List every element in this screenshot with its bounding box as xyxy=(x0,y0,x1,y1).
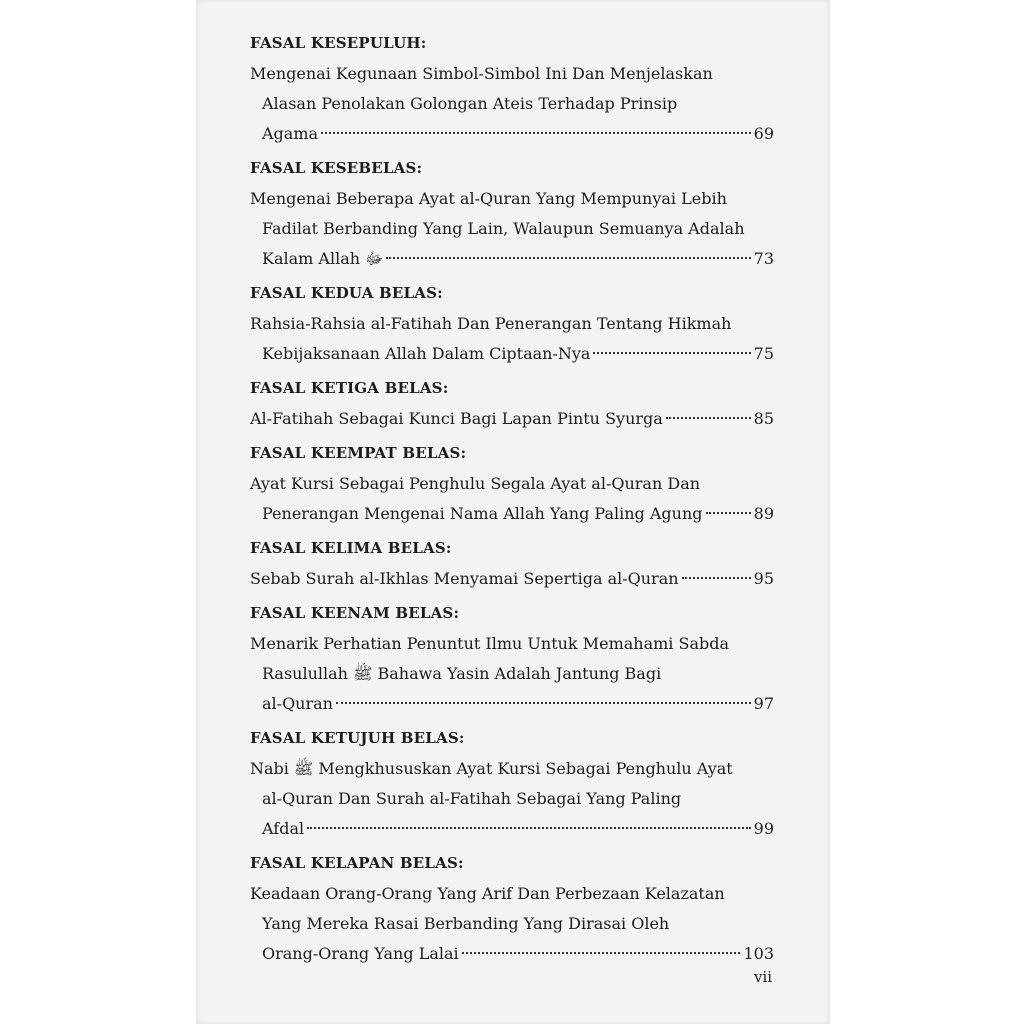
chapter-heading: FASAL KETUJUH BELAS: xyxy=(250,729,465,747)
entry-final-line xyxy=(250,119,774,149)
entry-title-line: Sebab Surah al-Ikhlas Menyamai Sepertiga al-Quran xyxy=(250,569,679,588)
chapter-heading: FASAL KEENAM BELAS: xyxy=(250,604,460,622)
entry-final-line xyxy=(250,689,774,719)
entry-page-number: 85 xyxy=(753,409,774,428)
entry-final-line xyxy=(250,939,774,969)
toc-entry xyxy=(250,854,774,969)
entry-title-line: Afdal xyxy=(262,819,305,838)
entry-title-line: Kebijaksanaan Allah Dalam Ciptaan-Nya xyxy=(262,344,591,363)
chapter-heading: FASAL KELIMA BELAS: xyxy=(250,539,452,557)
dot-leader xyxy=(682,577,751,579)
entry-title-line: Ayat Kursi Sebagai Penghulu Segala Ayat al-Quran Dan xyxy=(250,474,701,493)
entry-title-line: Mengenai Kegunaan Simbol-Simbol Ini Dan Menjelaskan xyxy=(250,64,713,83)
dot-leader xyxy=(706,512,751,514)
entry-final-line xyxy=(250,244,774,274)
dot-leader xyxy=(386,257,750,259)
dot-leader xyxy=(321,132,751,134)
entry-final-line xyxy=(250,564,774,594)
entry-page-number: 95 xyxy=(753,569,774,588)
toc-entry xyxy=(250,34,774,149)
entry-final-line xyxy=(250,404,774,434)
entry-title-line: Orang-Orang Yang Lalai xyxy=(262,944,459,963)
chapter-heading: FASAL KESEPULUH: xyxy=(250,34,427,52)
toc-entry xyxy=(250,444,774,529)
dot-leader xyxy=(666,417,751,419)
toc-entry xyxy=(250,379,774,434)
dot-leader xyxy=(593,352,750,354)
entry-title-line: Alasan Penolakan Golongan Ateis Terhadap Prinsip xyxy=(262,94,678,113)
toc-entry xyxy=(250,159,774,274)
entry-title-line: Kalam Allah ﷻ xyxy=(262,249,384,268)
toc-entry xyxy=(250,539,774,594)
entry-title-line: Agama xyxy=(262,124,319,143)
chapter-heading: FASAL KESEBELAS: xyxy=(250,159,423,177)
entry-title-line: Keadaan Orang-Orang Yang Arif Dan Perbezaan Kelazatan xyxy=(250,884,725,903)
table-of-contents xyxy=(250,34,774,979)
book-page xyxy=(196,0,830,1024)
entry-final-line xyxy=(250,339,774,369)
entry-final-line xyxy=(250,814,774,844)
toc-entry xyxy=(250,604,774,719)
entry-title-line: Rahsia-Rahsia al-Fatihah Dan Penerangan Tentang Hikmah xyxy=(250,314,732,333)
chapter-heading: FASAL KEDUA BELAS: xyxy=(250,284,443,302)
entry-title-line: Mengenai Beberapa Ayat al-Quran Yang Mempunyai Lebih xyxy=(250,189,727,208)
entry-title-line: Menarik Perhatian Penuntut Ilmu Untuk Memahami Sabda xyxy=(250,634,730,653)
dot-leader xyxy=(307,827,751,829)
entry-title-line: al-Quran Dan Surah al-Fatihah Sebagai Yang Paling xyxy=(262,789,682,808)
entry-title-line: Nabi ﷺ Mengkhususkan Ayat Kursi Sebagai Penghulu Ayat xyxy=(250,759,733,778)
dot-leader xyxy=(462,952,741,954)
entry-page-number: 73 xyxy=(753,249,774,268)
chapter-heading: FASAL KEEMPAT BELAS: xyxy=(250,444,467,462)
entry-title-line: Penerangan Mengenai Nama Allah Yang Paling Agung xyxy=(262,504,703,523)
entry-title-line: Al-Fatihah Sebagai Kunci Bagi Lapan Pintu Syurga xyxy=(250,409,663,428)
entry-page-number: 69 xyxy=(753,124,774,143)
entry-page-number: 103 xyxy=(743,944,774,963)
entry-page-number: 75 xyxy=(753,344,774,363)
toc-entry xyxy=(250,284,774,369)
chapter-heading: FASAL KETIGA BELAS: xyxy=(250,379,449,397)
dot-leader xyxy=(336,702,751,704)
entry-final-line xyxy=(250,499,774,529)
entry-title-line: Fadilat Berbanding Yang Lain, Walaupun Semuanya Adalah xyxy=(262,219,745,238)
entry-title-line: al-Quran xyxy=(262,694,333,713)
entry-page-number: 99 xyxy=(753,819,774,838)
chapter-heading: FASAL KELAPAN BELAS: xyxy=(250,854,464,872)
entry-page-number: 97 xyxy=(753,694,774,713)
toc-entry xyxy=(250,729,774,844)
entry-title-line: Yang Mereka Rasai Berbanding Yang Dirasai Oleh xyxy=(262,914,670,933)
entry-page-number: 89 xyxy=(753,504,774,523)
entry-title-line: Rasulullah ﷺ Bahawa Yasin Adalah Jantung Bagi xyxy=(262,664,662,683)
page-number: vii xyxy=(754,968,773,986)
